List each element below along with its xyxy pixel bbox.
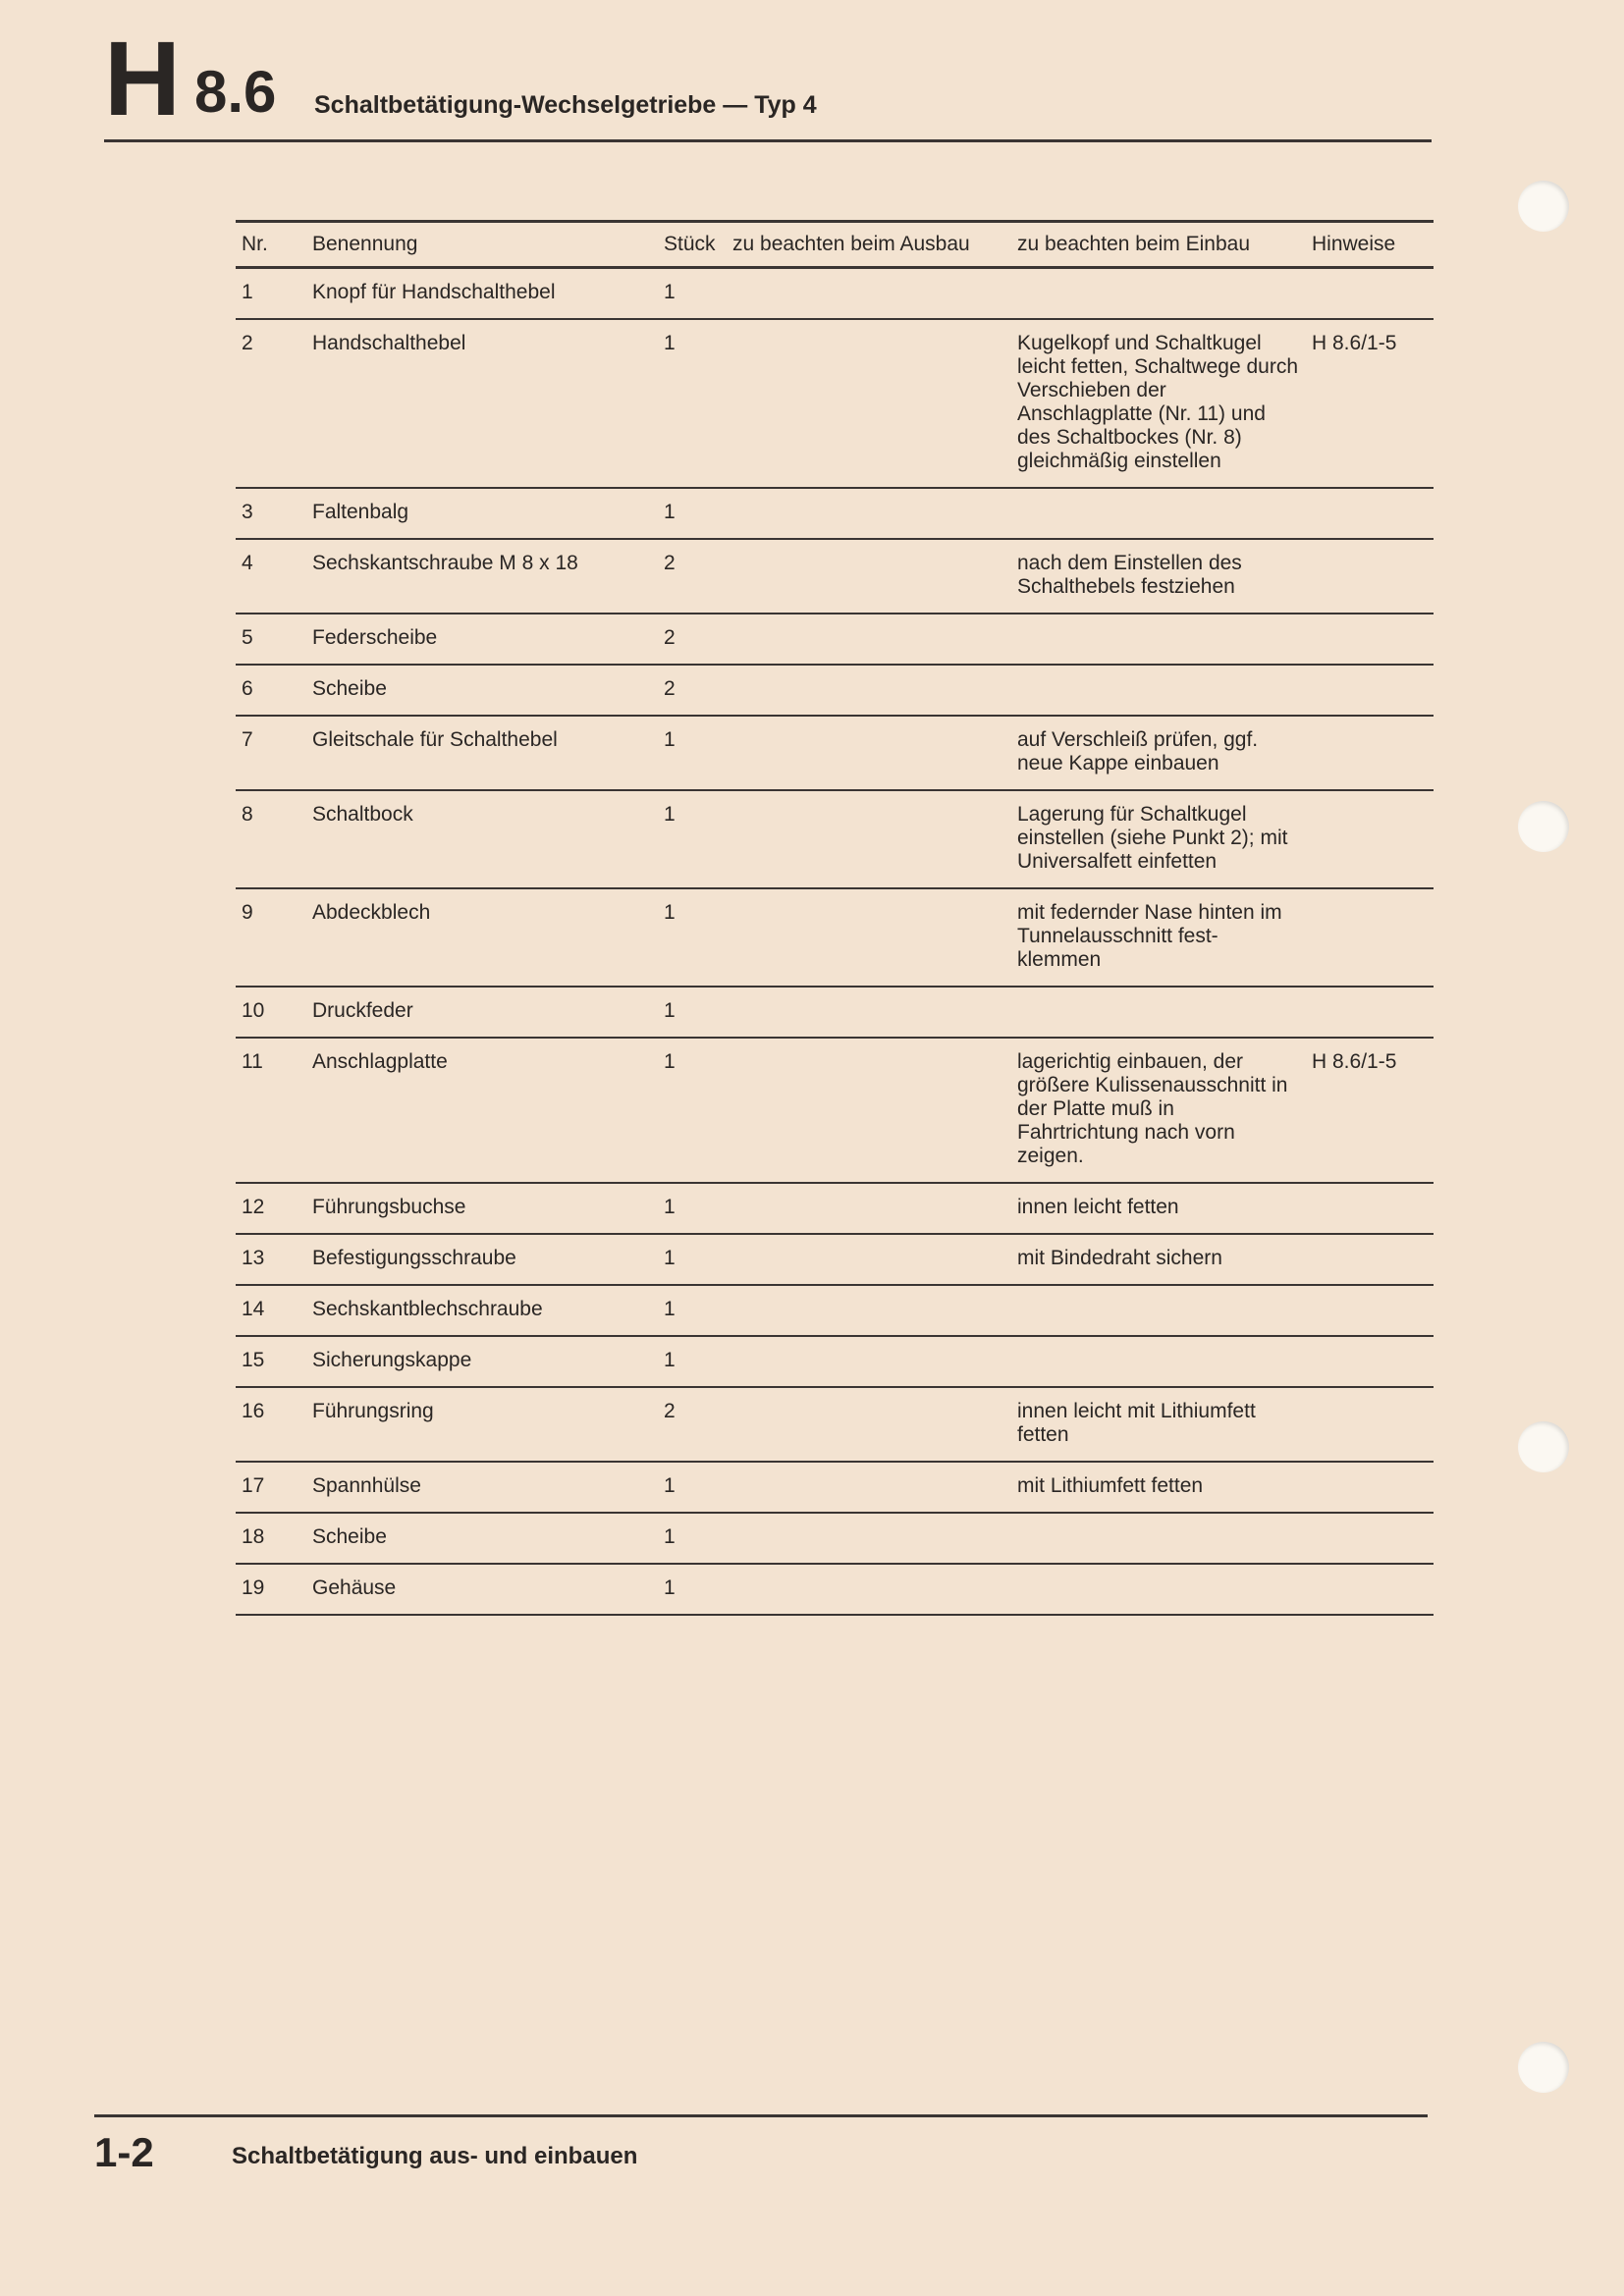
cell-ausbau (727, 319, 1011, 488)
col-header-ausbau: zu beachten beim Ausbau (732, 233, 970, 255)
cell-benennung: Sicherungskappe (312, 1349, 472, 1371)
cell-ausbau (727, 1513, 1011, 1564)
cell-nr: 14 (242, 1298, 265, 1320)
cell-nr: 16 (242, 1400, 265, 1422)
cell-einbau: mit federnder Nase hinten im Tunnelausschnitt fest-klemmen (1017, 901, 1282, 971)
cell-nr: 2 (242, 332, 253, 354)
cell-hinweise (1306, 268, 1434, 320)
col-header-hinweise: Hinweise (1312, 233, 1396, 255)
cell-stueck: 1 (664, 999, 676, 1022)
cell-benennung: Abdeckblech (312, 901, 431, 924)
cell-einbau: nach dem Einstellen des Schalthebels festziehen (1017, 552, 1242, 598)
cell-stueck: 1 (664, 332, 676, 354)
header-divider (104, 139, 1432, 142)
cell-stueck: 1 (664, 501, 676, 523)
cell-hinweise (1306, 1234, 1434, 1285)
cell-stueck: 1 (664, 901, 676, 924)
cell-ausbau (727, 488, 1011, 539)
cell-einbau: innen leicht fetten (1017, 1196, 1179, 1218)
table-row (236, 1183, 1434, 1234)
cell-benennung: Führungsring (312, 1400, 434, 1422)
table-row (236, 790, 1434, 888)
cell-einbau (1011, 488, 1306, 539)
cell-benennung: Knopf für Handschalthebel (312, 281, 556, 303)
cell-hinweise (1306, 1285, 1434, 1336)
cell-stueck: 1 (664, 1576, 676, 1599)
table-row (236, 319, 1434, 488)
cell-nr: 11 (242, 1050, 263, 1073)
punch-hole (1518, 1421, 1569, 1472)
table-row (236, 1462, 1434, 1513)
table-row (236, 1387, 1434, 1462)
cell-stueck: 1 (664, 728, 676, 751)
col-header-stueck: Stück (664, 233, 716, 255)
col-header-einbau: zu beachten beim Einbau (1017, 233, 1250, 255)
punch-hole (1518, 801, 1569, 852)
cell-benennung: Anschlagplatte (312, 1050, 448, 1073)
cell-hinweise: H 8.6/1-5 (1312, 1050, 1397, 1073)
cell-nr: 9 (242, 901, 253, 924)
cell-einbau (1011, 1564, 1306, 1615)
cell-nr: 12 (242, 1196, 265, 1218)
table-row (236, 888, 1434, 987)
cell-nr: 15 (242, 1349, 265, 1371)
cell-einbau (1011, 987, 1306, 1038)
cell-einbau (1011, 268, 1306, 320)
table-row (236, 1285, 1434, 1336)
cell-hinweise (1306, 488, 1434, 539)
cell-einbau: auf Verschleiß prüfen, ggf. neue Kappe einbauen (1017, 728, 1259, 774)
cell-nr: 19 (242, 1576, 265, 1599)
cell-hinweise (1306, 716, 1434, 790)
cell-stueck: 1 (664, 1196, 676, 1218)
cell-hinweise (1306, 1387, 1434, 1462)
cell-nr: 17 (242, 1474, 265, 1497)
cell-benennung: Führungsbuchse (312, 1196, 466, 1218)
cell-ausbau (727, 987, 1011, 1038)
parts-table (236, 220, 1434, 1616)
cell-nr: 1 (242, 281, 253, 303)
cell-hinweise (1306, 1336, 1434, 1387)
page-header (104, 19, 1432, 137)
table-row (236, 716, 1434, 790)
cell-ausbau (727, 268, 1011, 320)
cell-nr: 6 (242, 677, 253, 700)
cell-einbau (1011, 1336, 1306, 1387)
table-row (236, 1564, 1434, 1615)
cell-hinweise (1306, 1513, 1434, 1564)
cell-ausbau (727, 1038, 1011, 1183)
cell-benennung: Federscheibe (312, 626, 438, 649)
col-header-nr: Nr. (242, 233, 268, 255)
cell-stueck: 1 (664, 1525, 676, 1548)
cell-einbau (1011, 1513, 1306, 1564)
cell-ausbau (727, 888, 1011, 987)
table-row (236, 1336, 1434, 1387)
cell-nr: 4 (242, 552, 253, 574)
cell-ausbau (727, 790, 1011, 888)
cell-benennung: Gleitschale für Schalthebel (312, 728, 558, 751)
cell-stueck: 2 (664, 677, 676, 700)
cell-hinweise (1306, 888, 1434, 987)
cell-ausbau (727, 1462, 1011, 1513)
table-row (236, 268, 1434, 320)
cell-benennung: Faltenbalg (312, 501, 409, 523)
cell-stueck: 1 (664, 1050, 676, 1073)
section-number: 8.6 (194, 59, 277, 125)
table-row (236, 987, 1434, 1038)
table-row (236, 1038, 1434, 1183)
cell-einbau (1011, 614, 1306, 665)
cell-einbau (1011, 1285, 1306, 1336)
cell-stueck: 2 (664, 1400, 676, 1422)
cell-hinweise (1306, 1564, 1434, 1615)
cell-nr: 5 (242, 626, 253, 649)
cell-benennung: Scheibe (312, 677, 387, 700)
punch-hole (1518, 181, 1569, 232)
cell-stueck: 2 (664, 552, 676, 574)
cell-nr: 8 (242, 803, 253, 826)
page-title: Schaltbetätigung-Wechselgetriebe — Typ 4 (314, 91, 817, 119)
cell-stueck: 1 (664, 803, 676, 826)
table-row (236, 488, 1434, 539)
section-letter: H (104, 19, 179, 137)
cell-hinweise: H 8.6/1-5 (1312, 332, 1397, 354)
cell-benennung: Sechskantschraube M 8 x 18 (312, 552, 578, 574)
cell-einbau: Lagerung für Schaltkugel einstellen (siehe Punkt 2); mit Universalfett einfetten (1017, 803, 1288, 873)
cell-nr: 10 (242, 999, 265, 1022)
cell-hinweise (1306, 665, 1434, 716)
cell-benennung: Gehäuse (312, 1576, 397, 1599)
cell-einbau: innen leicht mit Lithiumfett fetten (1017, 1400, 1256, 1446)
cell-ausbau (727, 614, 1011, 665)
cell-ausbau (727, 1285, 1011, 1336)
cell-stueck: 1 (664, 1247, 676, 1269)
cell-nr: 13 (242, 1247, 265, 1269)
parts-table-body (236, 268, 1434, 1616)
punch-hole (1518, 2042, 1569, 2093)
cell-ausbau (727, 1183, 1011, 1234)
cell-stueck: 1 (664, 281, 676, 303)
table-header-row (236, 222, 1434, 268)
cell-benennung: Scheibe (312, 1525, 387, 1548)
cell-stueck: 1 (664, 1474, 676, 1497)
cell-stueck: 2 (664, 626, 676, 649)
cell-stueck: 1 (664, 1349, 676, 1371)
cell-einbau (1011, 665, 1306, 716)
cell-ausbau (727, 1564, 1011, 1615)
col-header-benennung: Benennung (312, 233, 418, 255)
cell-ausbau (727, 539, 1011, 614)
table-row (236, 614, 1434, 665)
cell-hinweise (1306, 1462, 1434, 1513)
cell-hinweise (1306, 987, 1434, 1038)
cell-benennung: Druckfeder (312, 999, 413, 1022)
page-number: 1-2 (94, 2129, 154, 2175)
cell-benennung: Schaltbock (312, 803, 413, 826)
cell-einbau: mit Bindedraht sichern (1017, 1247, 1222, 1269)
table-row (236, 539, 1434, 614)
cell-einbau: Kugelkopf und Schaltkugel leicht fetten, Schaltwege durch Verschieben der Anschlagplatte (Nr. 11) und des Schaltbockes (Nr. 8) gleichmäßig einstellen (1017, 332, 1299, 472)
footer-title: Schaltbetätigung aus- und einbauen (232, 2143, 638, 2169)
cell-hinweise (1306, 539, 1434, 614)
cell-ausbau (727, 716, 1011, 790)
cell-nr: 18 (242, 1525, 265, 1548)
cell-ausbau (727, 1336, 1011, 1387)
cell-einbau: mit Lithiumfett fetten (1017, 1474, 1204, 1497)
cell-hinweise (1306, 614, 1434, 665)
table-row (236, 1513, 1434, 1564)
cell-benennung: Handschalthebel (312, 332, 466, 354)
cell-nr: 7 (242, 728, 253, 751)
cell-benennung: Sechskantblechschraube (312, 1298, 543, 1320)
table-row (236, 1234, 1434, 1285)
cell-nr: 3 (242, 501, 253, 523)
cell-ausbau (727, 665, 1011, 716)
cell-benennung: Befestigungsschraube (312, 1247, 516, 1269)
cell-hinweise (1306, 790, 1434, 888)
footer-divider (94, 2114, 1428, 2117)
cell-ausbau (727, 1387, 1011, 1462)
cell-ausbau (727, 1234, 1011, 1285)
table-row (236, 665, 1434, 716)
cell-benennung: Spannhülse (312, 1474, 421, 1497)
cell-einbau: lagerichtig einbauen, der größere Kulissenausschnitt in der Platte muß in Fahrtrichtung nach vorn zeigen. (1017, 1050, 1288, 1167)
cell-stueck: 1 (664, 1298, 676, 1320)
cell-hinweise (1306, 1183, 1434, 1234)
